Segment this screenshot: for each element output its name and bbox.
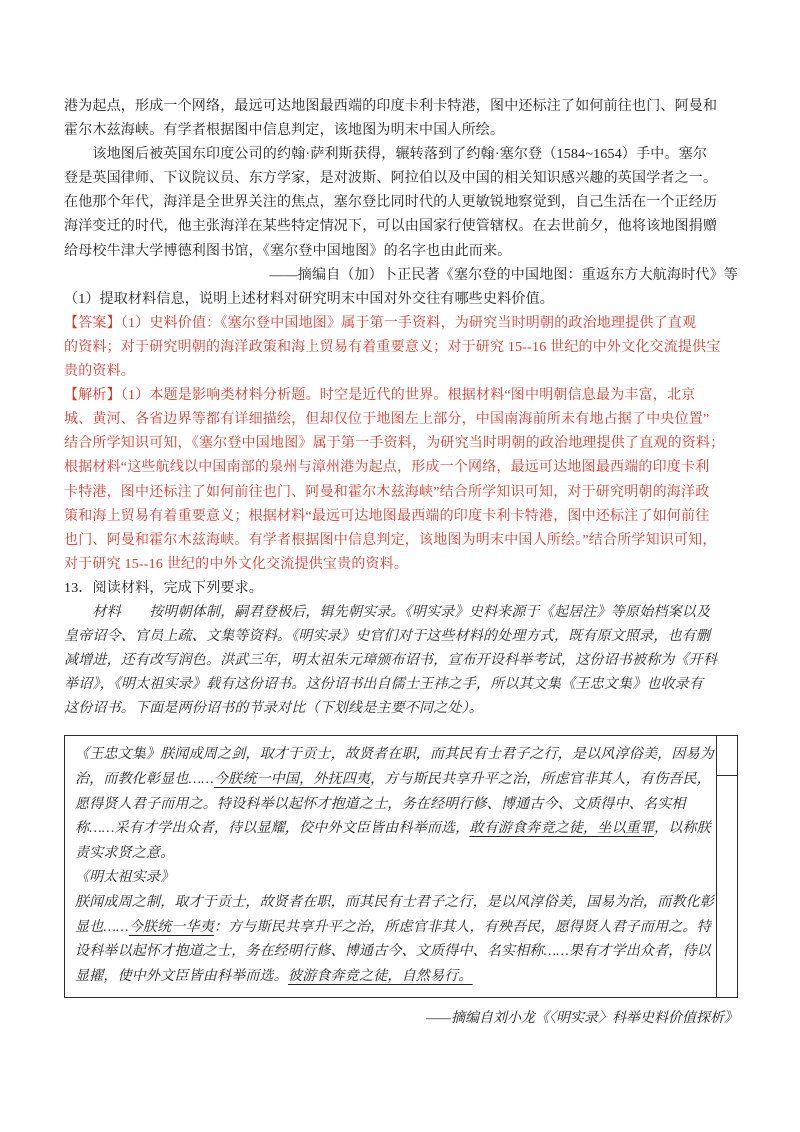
excerpt-line	[75, 866, 709, 891]
excerpt-text: 治，而教化彰显也……	[75, 772, 214, 788]
analysis-1-line: 结合所学知识可知，《塞尔登中国地图》属于第一手资料，为研究当时明朝的政治地理提供了直观的资料；	[64, 436, 725, 452]
paragraph-lines	[64, 95, 738, 721]
excerpt-line	[75, 940, 709, 965]
passage-selden-map-line: 霍尔木兹海峡。有学者根据图中信息判定，该地图为明末中国人所绘。	[64, 123, 505, 139]
question-1-line: （1）提取材料信息，说明上述材料对研究明末中国对外交往有哪些史料价值。	[64, 291, 554, 307]
passage-selden-map-line: 港为起点，形成一个网络，最远可达地图最西端的印度卡利卡特港，图中还标注了如何前往也门、阿曼和	[64, 99, 718, 114]
excerpt-text: 朕闻成周之制，取才于贡士，故贤者在职，而其民有士君子之行，是以风淳俗美，国易为治，而教化彰	[75, 895, 714, 910]
answer-1-line: 【答案】（1）史料价值：《塞尔登中国地图》属于第一手资料，为研究当时明朝的政治地理提供了直观	[64, 315, 697, 331]
analysis-1-line: 根据材料“这些航线以中国南部的泉州与漳州港为起点，形成一个网络，最远可达地图最西端的印度卡利	[64, 460, 710, 476]
excerpt-line	[75, 743, 714, 768]
answer-1-line: 的资料；对于研究明朝的海洋政策和海上贸易有着重要意义；对于研究 15--16 世纪的中外文化交流提供宝	[64, 339, 721, 355]
answer-1-line: 贵的资料。	[64, 364, 135, 380]
excerpt-text: 称……采有才学出众者，待以显耀，佼中外文臣皆由科举而选，	[75, 821, 470, 837]
underlined-difference: 敢有游食奔竞之徒，坐以重罪	[469, 821, 655, 837]
material-13-line: 减增进，还有改写润色。洪武三年，明太祖朱元璋颁布诏书，宣布开设科举考试，这份诏书被称为《开科	[64, 653, 718, 669]
passage-selden-history-line: 该地图后被英国东印度公司的约翰·萨利斯获得，辗转落到了约翰·塞尔登（1584~1654）手中。塞尔	[64, 147, 708, 163]
analysis-1-line: 对于研究 15--16 世纪的中外文化交流提供宝贵的资料。	[64, 556, 409, 572]
material-13-line: 材料 按明朝体制，嗣君登极后，辑先朝实录。《明实录》史料来源于《起居注》等原始档案以及	[64, 604, 711, 620]
analysis-1-line: 策和海上贸易有着重要意义；根据材料“最远可达地图最西端的印度卡利卡特港，图中还标注了如何前往	[64, 508, 710, 524]
analysis-1-line: 卡特港，图中还标注了如何前往也门、阿曼和霍尔木兹海峡”结合所学知识可知，对于研究明朝的海洋政	[64, 484, 710, 500]
excerpt-text: 愿得贤人君子而用之。特设科举以起怀才抱道之士，务在经明行修、博通古今、文质得中、名实相	[75, 796, 686, 812]
excerpt-line	[75, 916, 709, 941]
passage-selden-history-line: 海洋变迁的时代，他主张海洋在某些特定情况下，可以由国家行使管辖权。在去世前夕，他将该地图捐赠	[64, 219, 718, 235]
excerpt-attribution: ——摘编自刘小龙《〈明实录〉科举史料价值探析》	[426, 1011, 738, 1027]
passage-selden-history-line: 在他那个年代，海洋是全世界关注的焦点，塞尔登比同时代的人更敏锐地察觉到，自己生活在一个正经历	[64, 195, 718, 211]
excerpt-text: 设科举以起怀才抱道之士，务在经明行修、博通古今、文质得中、名实相称……果有才学出众者，待以	[75, 944, 711, 960]
question-13-stem-line: 13．阅读材料，完成下列要求。	[64, 580, 263, 596]
excerpt-line	[75, 793, 709, 818]
excerpt-text: 责实求贤之意。	[75, 845, 175, 861]
excerpt-text: ，以称朕	[654, 821, 711, 837]
material-13-line: 举诏》，《明太祖实录》载有这份诏书。这份诏书出自儒士王祎之手，所以其文集《王忠文集》也收录有	[64, 677, 704, 693]
table-right-column-divider	[717, 775, 737, 776]
excerpt-text: 显擢，使中外文臣皆由科举而选。	[75, 968, 288, 984]
underlined-difference: 今朕统一华夷	[128, 919, 214, 935]
material-13-line: 皇帝诏令、官员上疏、文集等资料。《明实录》史官们对于这些材料的处理方式，既有原文照录，也有删	[64, 629, 711, 645]
underlined-difference: 今朕统一中国，外抚四夷	[213, 772, 371, 788]
excerpt-lines	[75, 743, 714, 989]
excerpt-text: ，方与斯民共享升平之治，所虑官非其人，有伤吾民，	[370, 772, 711, 788]
analysis-1-line: 【解析】（1）本题是影响类材料分析题。时空是近代的世界。根据材料“图中明朝信息最为丰富，北京	[64, 388, 696, 404]
passage-attribution-line: ——摘编自（加）卜正民著《塞尔登的中国地图：重返东方大航海时代》等	[269, 267, 738, 283]
analysis-1-line: 也门、阿曼和霍尔木兹海峡。有学者根据图中信息判定，该地图为明末中国人所绘。”结合所学知识可知，	[64, 532, 717, 548]
passage-selden-history-line: 给母校牛津大学博德利图书馆，《塞尔登中国地图》的名字也由此而来。	[64, 243, 512, 259]
analysis-1-line: 城、黄河、各省边界等都有详细描绘，但却仅位于地图左上部分，中国南海前所未有地占据了中央位置”	[64, 412, 710, 428]
excerpt-line	[75, 817, 709, 842]
passage-selden-history-line: 登是英国律师、下议院议员、东方学家，是对波斯、阿拉伯以及中国的相关知识感兴趣的英国学者之一。	[64, 171, 718, 187]
excerpt-line	[75, 891, 714, 916]
underlined-difference: 彼游食奔竞之徒，自然易行。	[288, 968, 473, 984]
excerpt-comparison-table	[64, 735, 738, 998]
text-flow	[64, 95, 738, 1031]
excerpt-line	[75, 768, 709, 793]
material-13-line: 这份诏书。下面是两份诏书的节录对比（下划线是主要不同之处）。	[64, 701, 483, 717]
excerpt-text: 《明太祖实录》	[75, 870, 175, 886]
excerpt-text: ：方与斯民共享升平之治，所虑官非其人，有殃吾民，愿得贤人君子而用之。特	[213, 919, 711, 935]
excerpt-text: 《王忠文集》朕闻成周之剑，取才于贡士，故贤者在职，而其民有士君子之行，是以风淳俗美，因易为	[75, 747, 714, 763]
excerpt-text: 显也……	[75, 919, 129, 935]
excerpt-line	[75, 965, 709, 990]
excerpt-line	[75, 842, 709, 867]
